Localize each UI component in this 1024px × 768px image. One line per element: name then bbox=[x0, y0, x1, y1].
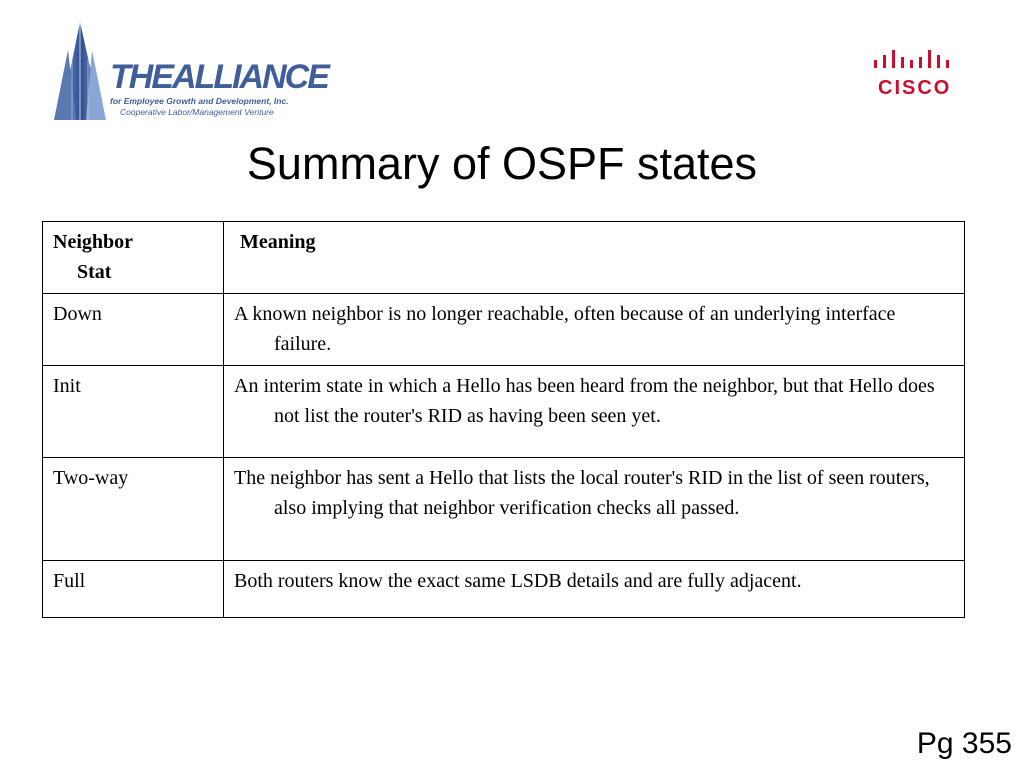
state-cell: Init bbox=[43, 366, 224, 458]
table-row bbox=[43, 366, 965, 458]
cisco-logo bbox=[868, 46, 960, 100]
table-header-row bbox=[43, 222, 965, 294]
alliance-tagline: Cooperative Labor/Management Venture bbox=[120, 107, 274, 117]
alliance-wordmark bbox=[110, 58, 328, 118]
page-number: Pg 355 bbox=[916, 727, 1012, 760]
table-row bbox=[43, 458, 965, 561]
state-cell: Two-way bbox=[43, 458, 224, 561]
ospf-states-table bbox=[42, 221, 965, 618]
alliance-logo bbox=[50, 20, 328, 125]
meaning-cell: An interim state in which a Hello has been heard from the neighbor, but that Hello does not list the router's RID as having been seen yet. bbox=[224, 366, 965, 458]
cisco-wordmark: CISCO bbox=[878, 77, 952, 99]
state-cell: Down bbox=[43, 294, 224, 366]
meaning-cell: Both routers know the exact same LSDB details and are fully adjacent. bbox=[224, 561, 965, 618]
slide-title: Summary of OSPF states bbox=[246, 138, 758, 189]
cisco-bars-icon bbox=[868, 46, 960, 76]
header-state-line1: Neighbor bbox=[53, 231, 133, 253]
state-cell: Full bbox=[43, 561, 224, 618]
meaning-cell: The neighbor has sent a Hello that lists the local router's RID in the list of seen routers, also implying that neighbor verification checks all passed. bbox=[224, 458, 965, 561]
header-neighbor-state bbox=[43, 222, 224, 294]
alliance-subtitle: for Employee Growth and Development, Inc. bbox=[110, 96, 289, 106]
table-row bbox=[43, 294, 965, 366]
header-meaning: Meaning bbox=[224, 222, 965, 294]
alliance-name: THEALLIANCE bbox=[110, 58, 328, 96]
header-state-line2: Stat bbox=[77, 261, 112, 283]
table-row bbox=[43, 561, 965, 618]
meaning-cell: A known neighbor is no longer reachable, often because of an underlying interface failure. bbox=[224, 294, 965, 366]
